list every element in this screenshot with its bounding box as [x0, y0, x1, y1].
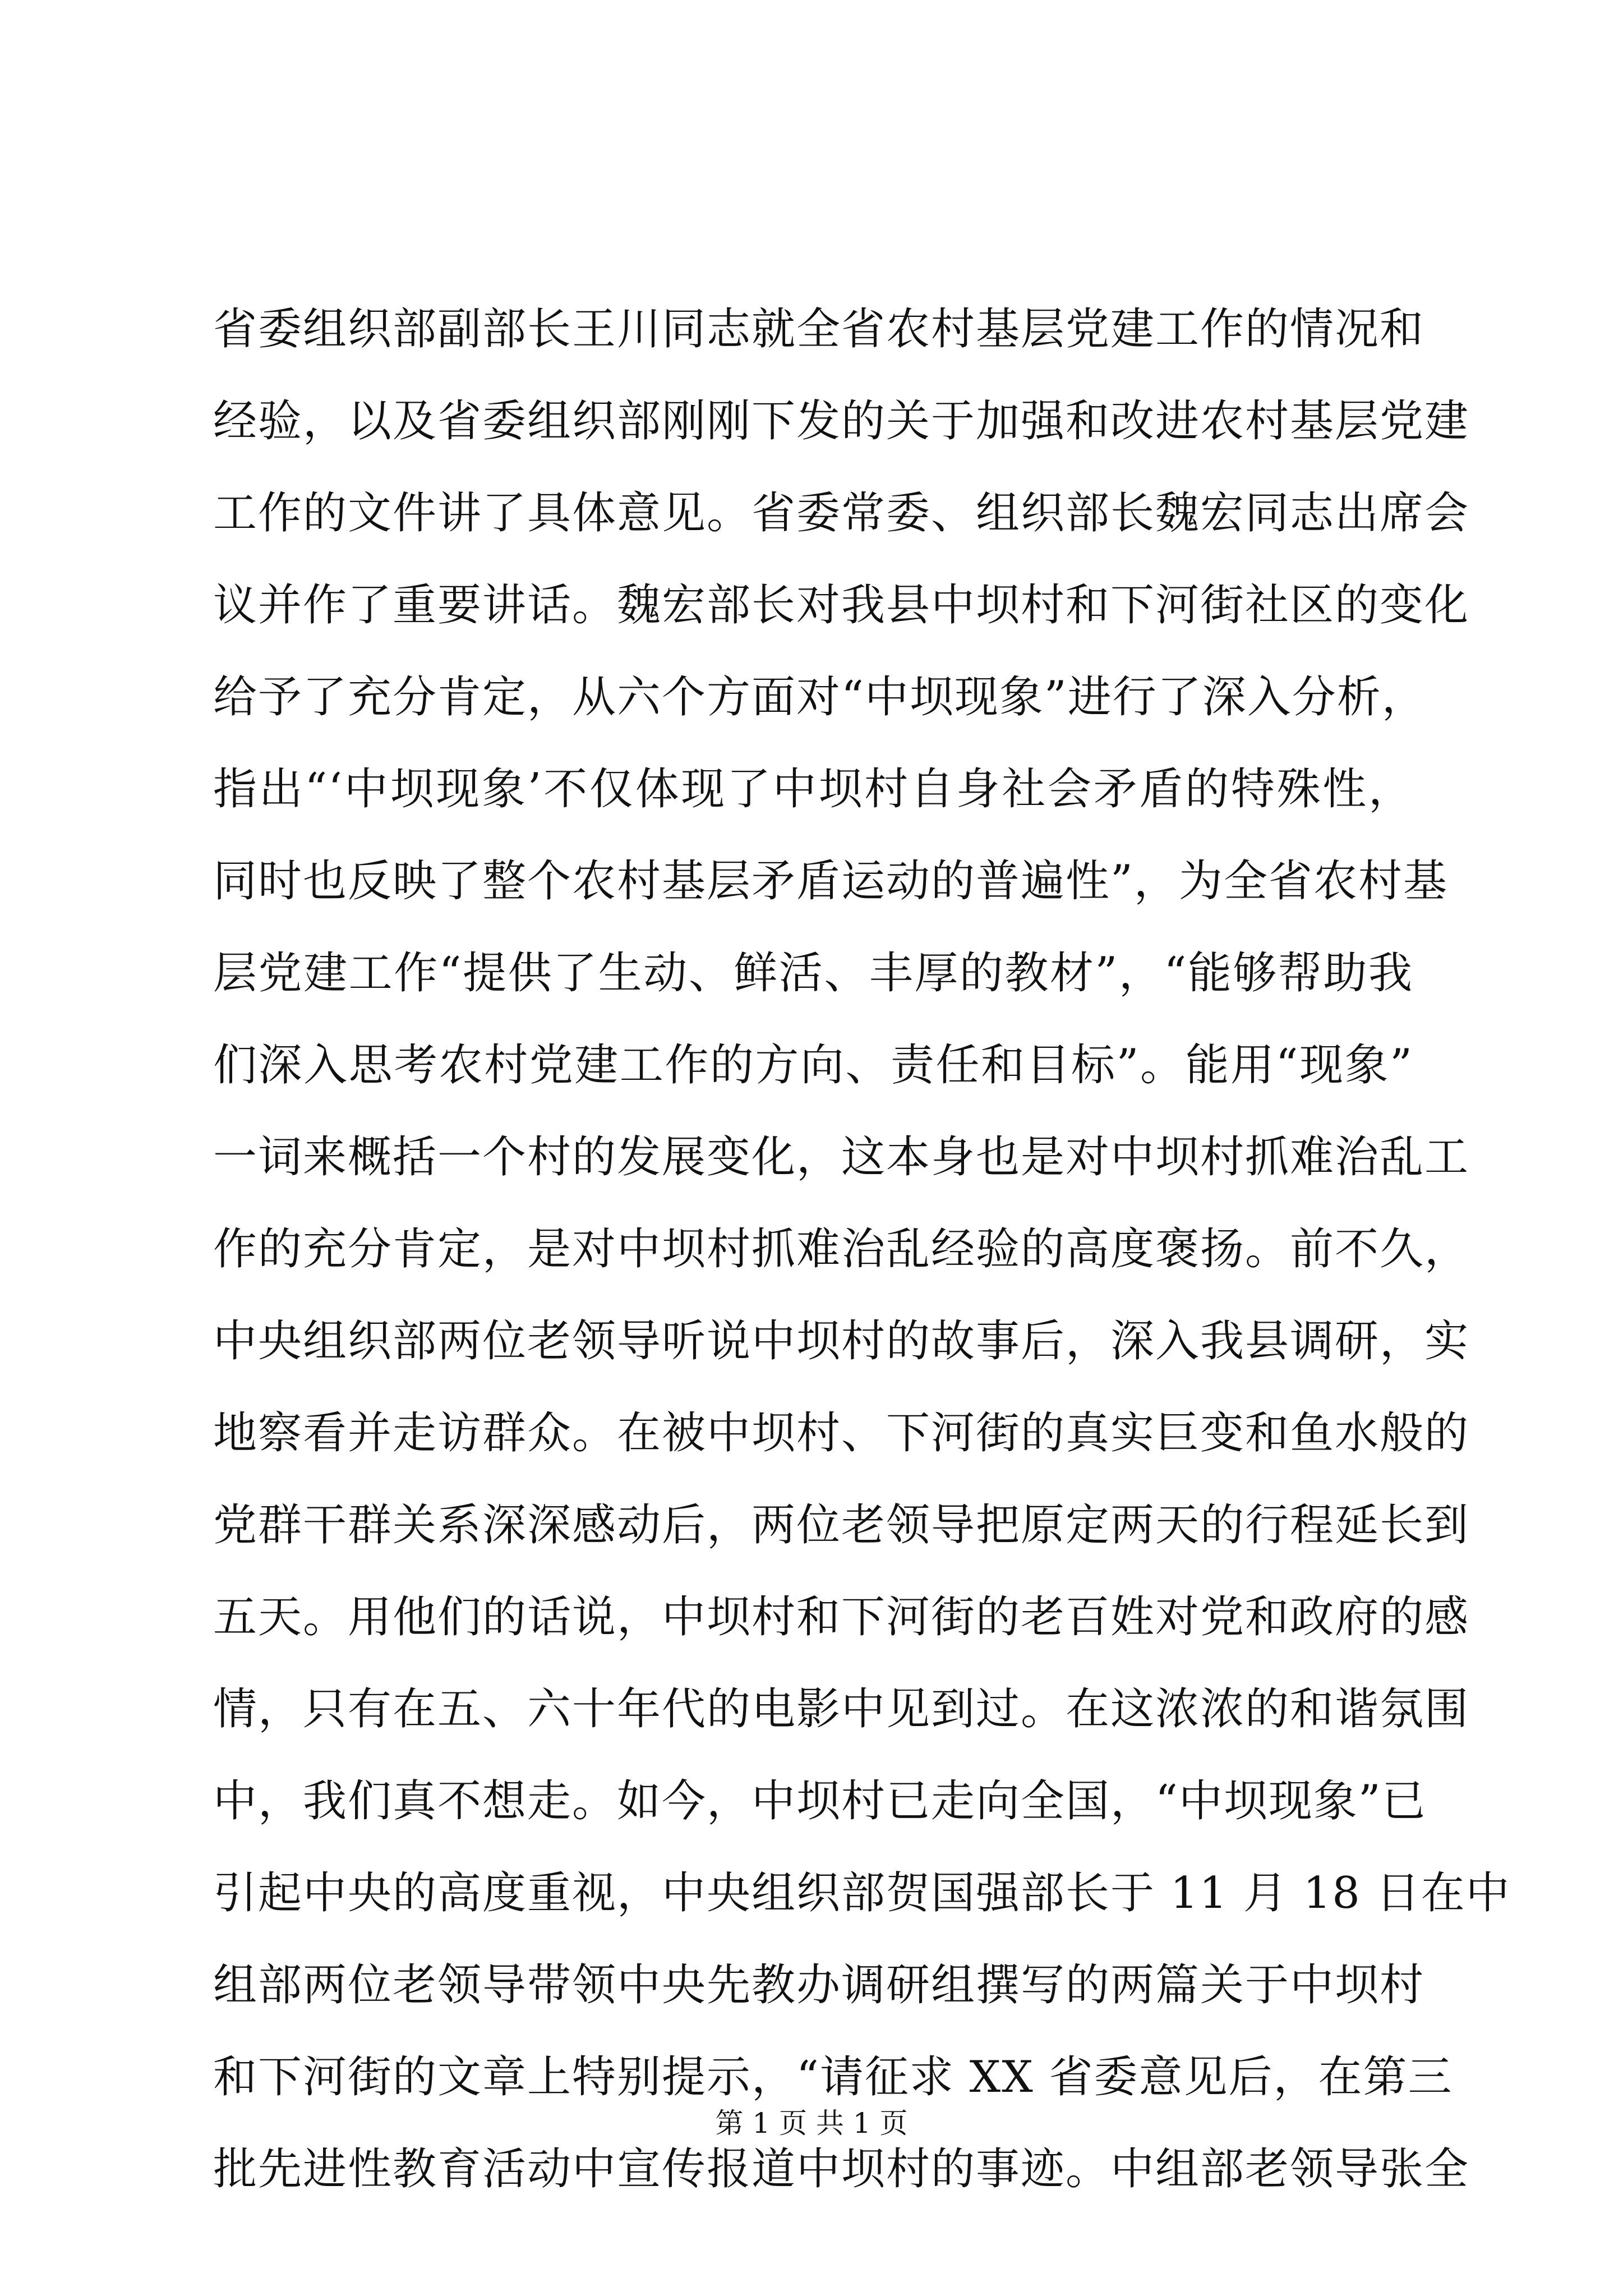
text-line: 同时也反映了整个农村基层矛盾运动的普遍性”，为全省农村基	[213, 856, 1448, 907]
text-line: 层党建工作“提供了生动、鲜活、丰厚的教材”，“能够帮助我	[213, 948, 1413, 999]
text-line: 一词来概括一个村的发展变化，这本身也是对中坝村抓难治乱工	[213, 1132, 1470, 1182]
text-line: 地察看并走访群众。在被中坝村、下河街的真实巨变和鱼水般的	[213, 1408, 1470, 1458]
page-number-label: 第 1 页 共 1 页	[715, 2107, 908, 2139]
text-line: 中央组织部两位老领导听说中坝村的故事后，深入我县调研，实	[213, 1316, 1470, 1366]
text-line: 引起中央的高度重视，中央组织部贺国强部长于 11 月 18 日在中	[213, 1868, 1511, 1918]
text-line: 给予了充分肯定，从六个方面对“中坝现象”进行了深入分析，	[213, 672, 1427, 723]
text-line: 指出“‘中坝现象’不仅体现了中坝村自身社会矛盾的特殊性，	[213, 764, 1413, 815]
document-body	[213, 283, 1511, 2215]
text-line: 党群干群关系深深感动后，两位老领导把原定两天的行程延长到	[213, 1500, 1470, 1550]
page-footer	[0, 2106, 1623, 2140]
text-line: 中，我们真不想走。如今，中坝村已走向全国，“中坝现象”已	[213, 1776, 1427, 1826]
text-line: 组部两位老领导带领中央先教办调研组撰写的两篇关于中坝村	[213, 1960, 1425, 2010]
text-line: 议并作了重要讲话。魏宏部长对我县中坝村和下河街社区的变化	[213, 580, 1470, 631]
text-line: 工作的文件讲了具体意见。省委常委、组织部长魏宏同志出席会	[213, 488, 1470, 539]
text-line: 作的充分肯定，是对中坝村抓难治乱经验的高度褒扬。前不久，	[213, 1224, 1470, 1274]
text-line: 省委组织部副部长王川同志就全省农村基层党建工作的情况和	[213, 304, 1425, 355]
text-line: 情，只有在五、六十年代的电影中见到过。在这浓浓的和谐氛围	[213, 1684, 1470, 1734]
text-line: 和下河街的文章上特别提示，“请征求 XX 省委意见后，在第三	[213, 2052, 1453, 2102]
text-line: 批先进性教育活动中宣传报道中坝村的事迹。中组部老领导张全	[213, 2144, 1470, 2194]
text-line: 五天。用他们的话说，中坝村和下河街的老百姓对党和政府的感	[213, 1592, 1470, 1642]
text-line: 经验，以及省委组织部刚刚下发的关于加强和改进农村基层党建	[213, 396, 1470, 447]
text-line: 们深入思考农村党建工作的方向、责任和目标”。能用“现象”	[213, 1040, 1413, 1091]
